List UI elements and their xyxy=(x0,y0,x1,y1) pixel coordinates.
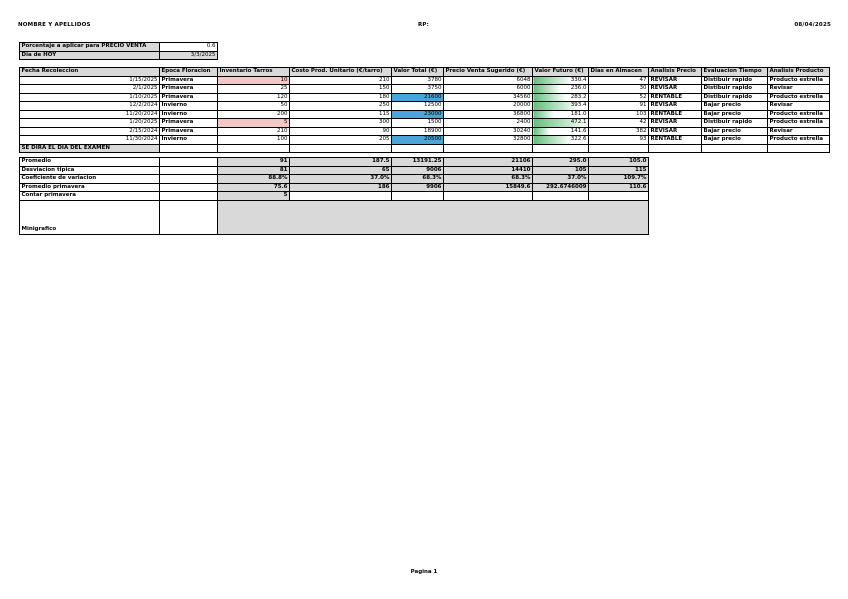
table-body xyxy=(20,76,830,144)
table-cell[interactable]: 283.2 xyxy=(533,93,589,102)
table-cell[interactable]: 90 xyxy=(290,127,392,136)
table-cell[interactable]: 3780 xyxy=(392,76,444,85)
stat-row xyxy=(20,175,830,184)
table-cell[interactable]: 30 xyxy=(589,85,649,94)
stat-cell[interactable] xyxy=(589,192,649,201)
column-header: Inventario Tarros xyxy=(218,68,290,77)
table-cell[interactable]: 23000 xyxy=(392,110,444,119)
header-rp-field: RP: xyxy=(418,22,430,28)
stat-row xyxy=(20,158,830,167)
table-cell[interactable]: Producto estrella xyxy=(768,93,830,102)
table-header-row xyxy=(20,68,830,77)
table-cell[interactable]: 18900 xyxy=(392,127,444,136)
table-row xyxy=(20,136,830,145)
stat-cell[interactable]: 91 xyxy=(218,158,290,167)
table-cell[interactable]: 200 xyxy=(218,110,290,119)
table-cell[interactable]: 5 xyxy=(218,119,290,128)
stat-cell[interactable]: 105.0 xyxy=(589,158,649,167)
stat-cell[interactable]: 9906 xyxy=(392,183,444,192)
table-cell[interactable]: REVISAR xyxy=(649,76,702,85)
table-cell[interactable]: Distibuir rapido xyxy=(702,85,768,94)
table-cell[interactable]: 3750 xyxy=(392,85,444,94)
column-header: Dias en Almacen xyxy=(589,68,649,77)
stat-cell[interactable] xyxy=(444,192,533,201)
stat-row xyxy=(20,192,830,201)
inventory-table xyxy=(19,67,830,235)
stat-cell[interactable]: 105 xyxy=(533,166,589,175)
table-row xyxy=(20,85,830,94)
stat-cell[interactable]: 21106 xyxy=(444,158,533,167)
table-cell[interactable]: 20000 xyxy=(444,102,533,111)
table-cell[interactable]: 21600 xyxy=(392,93,444,102)
stat-cell[interactable]: 65 xyxy=(290,166,392,175)
stat-cell[interactable]: 13191.25 xyxy=(392,158,444,167)
table-cell[interactable]: 12/2/2024 xyxy=(20,102,160,111)
column-header: Precio Venta Sugerido (€) xyxy=(444,68,533,77)
column-header: Epoca Floracion xyxy=(160,68,218,77)
table-cell[interactable]: 115 xyxy=(290,110,392,119)
table-cell[interactable]: 393.4 xyxy=(533,102,589,111)
table-cell[interactable]: 250 xyxy=(290,102,392,111)
table-cell[interactable]: Invierno xyxy=(160,102,218,111)
table-cell[interactable]: REVISAR xyxy=(649,102,702,111)
table-cell[interactable]: 1/10/2025 xyxy=(20,93,160,102)
table-cell[interactable]: Distibuir rapido xyxy=(702,119,768,128)
stat-cell[interactable]: 292.6746009 xyxy=(533,183,589,192)
table-row xyxy=(20,127,830,136)
stat-cell[interactable]: 81 xyxy=(218,166,290,175)
stat-cell[interactable]: 75.6 xyxy=(218,183,290,192)
table-cell[interactable]: 93 xyxy=(589,136,649,145)
table-cell[interactable]: Revisar xyxy=(768,102,830,111)
stat-label: Coeficiente de variacion xyxy=(20,175,160,184)
table-cell[interactable]: 300 xyxy=(290,119,392,128)
minigrafico-label: Minigrafico xyxy=(20,200,160,234)
table-cell[interactable]: 322.6 xyxy=(533,136,589,145)
table-cell[interactable]: 382 xyxy=(589,127,649,136)
table-cell[interactable]: REVISAR xyxy=(649,119,702,128)
table-cell[interactable]: 2400 xyxy=(444,119,533,128)
table-cell[interactable]: RENTABLE xyxy=(649,136,702,145)
table-cell[interactable]: 181.0 xyxy=(533,110,589,119)
table-row xyxy=(20,93,830,102)
param-value[interactable]: 3/3/2025 xyxy=(160,51,218,60)
stat-cell[interactable]: 88.8% xyxy=(218,175,290,184)
stat-cell[interactable] xyxy=(533,192,589,201)
table-cell[interactable]: 236.0 xyxy=(533,85,589,94)
header-name-field: NOMBRE Y APELLIDOS xyxy=(18,22,91,28)
table-cell[interactable]: Bajar precio xyxy=(702,136,768,145)
table-cell[interactable]: Primavera xyxy=(160,119,218,128)
table-cell[interactable]: 141.6 xyxy=(533,127,589,136)
table-cell[interactable]: 150 xyxy=(290,85,392,94)
table-cell[interactable]: Bajar precio xyxy=(702,110,768,119)
column-header: Valor Futuro (€) xyxy=(533,68,589,77)
stat-label: Promedio xyxy=(20,158,160,167)
table-cell[interactable]: Invierno xyxy=(160,110,218,119)
table-cell[interactable]: REVISAR xyxy=(649,127,702,136)
table-cell[interactable]: Producto estrella xyxy=(768,136,830,145)
table-cell[interactable]: 47 xyxy=(589,76,649,85)
stat-cell[interactable]: 68.3% xyxy=(444,175,533,184)
table-cell[interactable]: 10 xyxy=(218,76,290,85)
stat-cell[interactable]: 295.0 xyxy=(533,158,589,167)
exam-note: SE DIRÁ EL DÍA DEL EXAMEN xyxy=(20,144,160,153)
table-cell[interactable]: 50 xyxy=(218,102,290,111)
table-cell[interactable]: Primavera xyxy=(160,127,218,136)
table-cell[interactable]: RENTABLE xyxy=(649,93,702,102)
stat-label: Promedio primavera xyxy=(20,183,160,192)
table-cell[interactable]: 210 xyxy=(218,127,290,136)
table-cell[interactable]: Revisar xyxy=(768,85,830,94)
table-cell[interactable]: Invierno xyxy=(160,136,218,145)
sparkline-area xyxy=(218,200,649,234)
table-cell[interactable]: 25 xyxy=(218,85,290,94)
stat-cell[interactable]: 37.0% xyxy=(533,175,589,184)
page-number: Pagina 1 xyxy=(410,569,438,575)
table-cell[interactable]: Distibuir rapido xyxy=(702,76,768,85)
note-row xyxy=(20,144,830,153)
table-cell[interactable]: 30240 xyxy=(444,127,533,136)
table-cell[interactable]: 6048 xyxy=(444,76,533,85)
stat-cell[interactable] xyxy=(392,192,444,201)
table-cell[interactable]: 32800 xyxy=(444,136,533,145)
stat-cell[interactable] xyxy=(290,192,392,201)
table-cell[interactable]: 52 xyxy=(589,93,649,102)
table-cell[interactable]: Revisar xyxy=(768,127,830,136)
stat-cell[interactable]: 9006 xyxy=(392,166,444,175)
stat-cell[interactable]: 109.7% xyxy=(589,175,649,184)
table-cell[interactable]: 330.4 xyxy=(533,76,589,85)
table-cell[interactable]: 1/20/2025 xyxy=(20,119,160,128)
table-row xyxy=(20,119,830,128)
column-header: Analisis Precio xyxy=(649,68,702,77)
table-cell[interactable]: Bajar precio xyxy=(702,127,768,136)
params-table xyxy=(19,42,218,60)
table-cell[interactable]: 6000 xyxy=(444,85,533,94)
table-cell[interactable]: Primavera xyxy=(160,93,218,102)
stat-cell[interactable]: 5 xyxy=(218,192,290,201)
stat-cell[interactable]: 15849.6 xyxy=(444,183,533,192)
column-header: Analisis Producto xyxy=(768,68,830,77)
column-header: Valor Total (€) xyxy=(392,68,444,77)
table-cell[interactable]: Distibuir rapido xyxy=(702,93,768,102)
table-cell[interactable]: Primavera xyxy=(160,85,218,94)
header-date: 08/04/2025 xyxy=(794,22,831,28)
table-cell[interactable]: 91 xyxy=(589,102,649,111)
table-cell[interactable]: 2/15/2024 xyxy=(20,127,160,136)
stat-cell[interactable]: 68.3% xyxy=(392,175,444,184)
table-cell[interactable]: 2/1/2025 xyxy=(20,85,160,94)
stats-body xyxy=(20,158,830,201)
table-cell[interactable]: 180 xyxy=(290,93,392,102)
table-cell[interactable]: 34560 xyxy=(444,93,533,102)
stat-cell[interactable]: 110.6 xyxy=(589,183,649,192)
table-cell[interactable]: 120 xyxy=(218,93,290,102)
table-cell[interactable]: 210 xyxy=(290,76,392,85)
table-cell[interactable]: Primavera xyxy=(160,76,218,85)
table-cell[interactable]: Bajar precio xyxy=(702,102,768,111)
param-label: Dia de HOY xyxy=(20,51,160,60)
table-cell[interactable]: 103 xyxy=(589,110,649,119)
param-label: Porcentaje a aplicar para PRECIO VENTA xyxy=(20,43,160,52)
table-cell[interactable]: Producto estrella xyxy=(768,76,830,85)
table-cell[interactable]: Producto estrella xyxy=(768,110,830,119)
stat-label: Contar primavera xyxy=(20,192,160,201)
column-header: Costo Prod. Unitario (€/tarro) xyxy=(290,68,392,77)
table-cell[interactable]: Producto estrella xyxy=(768,119,830,128)
table-cell[interactable]: 1500 xyxy=(392,119,444,128)
stat-label: Desviacion tipica xyxy=(20,166,160,175)
stat-cell[interactable]: 187.5 xyxy=(290,158,392,167)
column-header: Fecha Recoleccion xyxy=(20,68,160,77)
table-row xyxy=(20,102,830,111)
stat-cell[interactable]: 37.0% xyxy=(290,175,392,184)
table-cell[interactable]: 11/30/2024 xyxy=(20,136,160,145)
param-row-today xyxy=(20,51,218,60)
table-cell[interactable]: 20500 xyxy=(392,136,444,145)
column-header: Evaluacion Tiempo xyxy=(702,68,768,77)
table-row xyxy=(20,110,830,119)
stat-row xyxy=(20,166,830,175)
stat-cell[interactable]: 115 xyxy=(589,166,649,175)
table-cell[interactable]: RENTABLE xyxy=(649,110,702,119)
stat-row xyxy=(20,183,830,192)
sparkline-row xyxy=(20,200,830,234)
table-cell[interactable]: 11/20/2024 xyxy=(20,110,160,119)
stat-cell[interactable]: 186 xyxy=(290,183,392,192)
param-value[interactable]: 0.6 xyxy=(160,43,218,52)
table-cell[interactable]: REVISAR xyxy=(649,85,702,94)
table-cell[interactable]: 42 xyxy=(589,119,649,128)
table-cell[interactable]: 36800 xyxy=(444,110,533,119)
table-cell[interactable]: 205 xyxy=(290,136,392,145)
stat-cell[interactable]: 14410 xyxy=(444,166,533,175)
param-row-percentage xyxy=(20,43,218,52)
table-cell[interactable]: 472.1 xyxy=(533,119,589,128)
table-cell[interactable]: 12500 xyxy=(392,102,444,111)
table-cell[interactable]: 1/15/2025 xyxy=(20,76,160,85)
table-cell[interactable]: 100 xyxy=(218,136,290,145)
table-row xyxy=(20,76,830,85)
